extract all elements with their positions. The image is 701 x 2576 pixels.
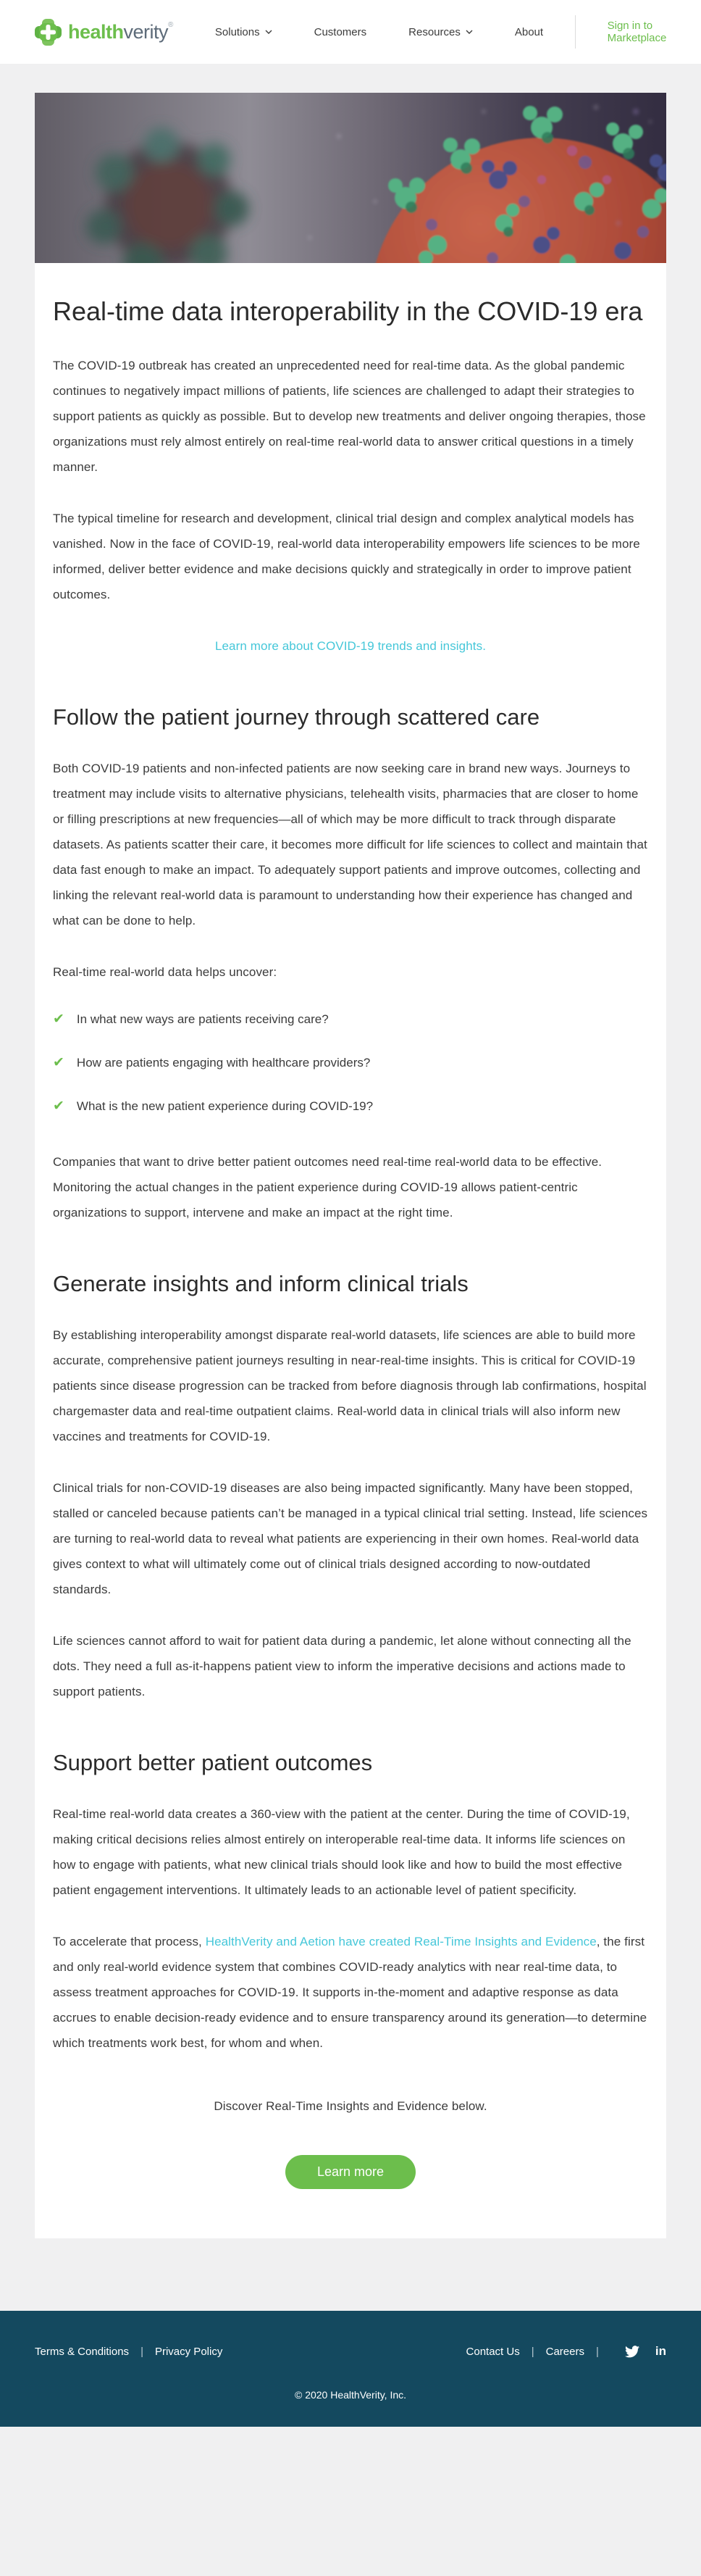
linkedin-link[interactable] — [655, 2344, 666, 2359]
check-icon: ✔ — [53, 1055, 64, 1070]
list-item: ✔ What is the new patient experience during COVID-19? — [53, 1093, 648, 1119]
checklist-title: Real-time real-world data helps uncover: — [53, 965, 277, 979]
hero-coronavirus-image — [35, 93, 666, 263]
careers-link[interactable]: Careers — [545, 2345, 584, 2358]
covid-trends-link[interactable]: Learn more about COVID-19 trends and insights. — [214, 639, 487, 653]
footer-divider: | — [140, 2345, 143, 2358]
content-card — [35, 93, 666, 2238]
sign-in-to-marketplace-link[interactable]: Sign in to Marketplace — [607, 20, 667, 44]
footer-right-links — [466, 2344, 666, 2359]
site-header — [0, 0, 701, 64]
section-heading-support-outcomes: Support better patient outcomes — [53, 1750, 373, 1775]
footer-copyright: © 2020 HealthVerity, Inc. — [294, 2389, 407, 2401]
trademark-symbol: ® — [168, 20, 173, 29]
nav-item-resources[interactable]: Resources — [408, 26, 473, 38]
support-paragraph-2: To accelerate that process, HealthVerity and Aetion have created Real-Time Insights and Evidence, the first and only real-world evidence system that combines COVID-ready analytics with near real-time data, to assess treatment approaches for COVID-19. It supports in-the-moment and adaptive response as data accrues to enable decision-ready evidence and to ensure transparency around its generation—to determine which treatments work best, for whom and when. — [53, 1935, 647, 2050]
page-title: Real-time data interoperability in the COVID-19 era — [53, 296, 643, 326]
footer-links-row — [35, 2344, 666, 2359]
contact-us-link[interactable]: Contact Us — [466, 2345, 520, 2358]
linkedin-icon: in — [655, 2344, 666, 2358]
insights-paragraph-1: By establishing interoperability amongst disparate real-world datasets, life sciences are able to build more accurate, comprehensive patient journeys resulting in near-real-time insights. This is critical for COVID-19 patients since disease progression can be tracked from before diagnosis through lab confirmations, hospital chargemaster data and real-time outpatient claims. Real-world data in clinical trials will also inform new vaccines and treatments for COVID-19. — [53, 1328, 647, 1443]
nav-item-solutions[interactable]: Solutions — [215, 26, 272, 38]
article-body — [35, 263, 666, 2238]
twitter-link[interactable] — [625, 2346, 639, 2358]
footer-divider: | — [531, 2345, 534, 2358]
nav-divider — [575, 15, 576, 49]
logo-wordmark: healthverity® — [68, 20, 173, 43]
check-icon: ✔ — [53, 1099, 64, 1114]
list-item: ✔ How are patients engaging with healthcare providers? — [53, 1050, 648, 1075]
uncover-checklist — [53, 1006, 648, 1119]
covid-trends-link-row — [53, 633, 648, 659]
intro-paragraph-1: The COVID-19 outbreak has created an unprecedented need for real-time data. As the global pandemic continues to negatively impact millions of patients, life sciences are challenged to adapt their strategies to support patients as quickly as possible. But to develop new treatments and deliver ongoing therapies, those organizations must rely almost entirely on real-time real-world data to answer critical questions in a timely manner. — [53, 359, 646, 474]
cta-button-row — [53, 2151, 648, 2192]
site-footer — [0, 2311, 701, 2427]
twitter-icon — [625, 2346, 639, 2358]
footer-left-links — [35, 2346, 222, 2358]
patient-outcomes-paragraph: Companies that want to drive better patient outcomes need real-time real-world data to be effective. Monitoring the actual changes in the patient experience during COVID-19 allows patient-centric organizations to support, intervene and make an impact at the right time. — [53, 1155, 603, 1220]
list-item: ✔ In what new ways are patients receiving care? — [53, 1006, 648, 1032]
chevron-down-icon — [265, 30, 272, 34]
learn-more-button[interactable]: Learn more — [285, 2155, 416, 2189]
healthverity-logo-icon — [35, 19, 62, 46]
social-icons — [625, 2344, 666, 2359]
nav-item-customers[interactable]: Customers — [314, 25, 367, 38]
intro-paragraph-2: The typical timeline for research and development, clinical trial design and complex analytical models has vanished. Now in the face of COVID-19, real-world data interoperability empowers life sciences to be more informed, deliver better evidence and make decisions quickly and strategically in order to improve patient outcomes. — [53, 512, 640, 601]
nav-item-about[interactable]: About — [514, 25, 544, 38]
section-heading-generate-insights: Generate insights and inform clinical trials — [53, 1271, 469, 1296]
discover-cta-text: Discover Real-Time Insights and Evidence below. — [214, 2099, 487, 2113]
real-time-insights-evidence-link[interactable]: HealthVerity and Aetion have created Real-Time Insights and Evidence — [205, 1935, 597, 1948]
privacy-policy-link[interactable]: Privacy Policy — [154, 2345, 223, 2358]
healthverity-logo[interactable] — [35, 19, 173, 46]
terms-conditions-link[interactable]: Terms & Conditions — [35, 2345, 130, 2358]
patient-journey-paragraph: Both COVID-19 patients and non-infected patients are now seeking care in brand new ways. Journeys to treatment may include visits to alternative physicians, telehealth visits, pharmacies that are closer to home or filling prescriptions at new frequencies—all of which may be more difficult to track through disparate datasets. As patients scatter their care, it becomes more difficult for life sciences to collect and maintain that data fast enough to make an impact. To adequately support patients and improve outcomes, collecting and linking the relevant real-world data is paramount to understanding how their experience has changed and what can be done to help. — [53, 762, 647, 928]
insights-paragraph-3: Life sciences cannot afford to wait for patient data during a pandemic, let alone without connecting all the dots. They need a full as-it-happens patient view to inform the imperative decisions and actions made to support patients. — [53, 1634, 631, 1698]
check-icon: ✔ — [53, 1012, 64, 1027]
footer-divider: | — [595, 2345, 599, 2358]
chevron-down-icon — [466, 30, 473, 34]
insights-paragraph-2: Clinical trials for non-COVID-19 diseases are also being impacted significantly. Many have been stopped, stalled or canceled because patients can’t be managed in a typical clinical trial setting. Instead, life sciences are turning to real-world data to reveal what patients are experiencing in their own homes. Real-world data gives context to what will ultimately come out of clinical trials designed according to now-outdated standards. — [53, 1481, 648, 1596]
section-heading-patient-journey: Follow the patient journey through scattered care — [53, 704, 540, 730]
support-paragraph-1: Real-time real-world data creates a 360-view with the patient at the center. During the time of COVID-19, making critical decisions relies almost entirely on interoperable real-time data. It informs life sciences on how to engage with patients, what new clinical trials should look like and how to build the most effective patient engagement interventions. It ultimately leads to an actionable level of patient specificity. — [53, 1807, 630, 1897]
main-nav — [173, 15, 667, 49]
